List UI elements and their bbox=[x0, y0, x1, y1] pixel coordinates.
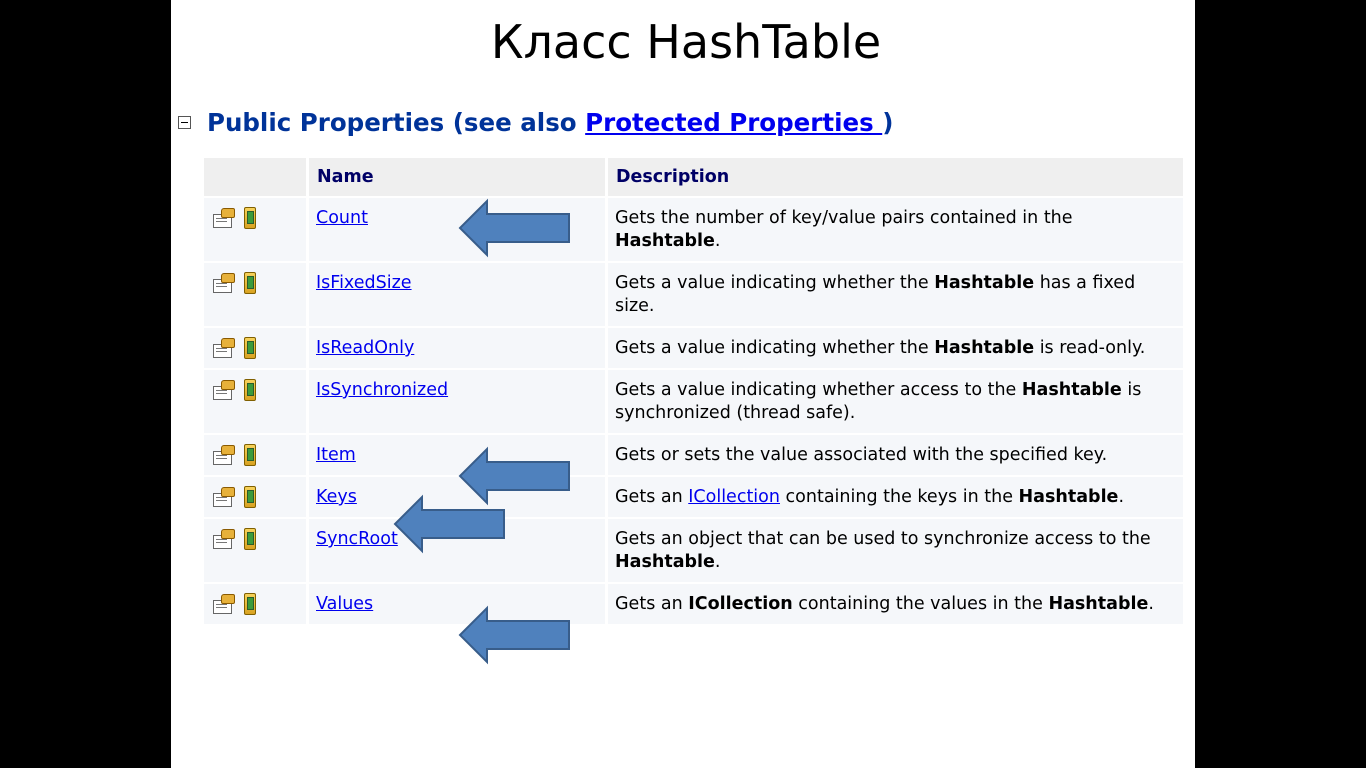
property-link-values[interactable]: Values bbox=[316, 594, 374, 614]
description-bold: Hashtable bbox=[1048, 594, 1149, 614]
public-property-icon bbox=[211, 529, 235, 549]
description-bold: Hashtable bbox=[1021, 380, 1122, 400]
description-text: Gets an bbox=[615, 594, 689, 614]
row-description bbox=[608, 198, 1183, 261]
public-property-icon bbox=[211, 594, 235, 614]
description-bold: Hashtable bbox=[934, 338, 1035, 358]
public-property-icon bbox=[211, 487, 235, 507]
property-link-keys[interactable]: Keys bbox=[316, 487, 357, 507]
protected-properties-link[interactable]: Protected Properties bbox=[585, 107, 883, 137]
property-link-count[interactable]: Count bbox=[316, 208, 368, 228]
static-member-icon bbox=[243, 272, 256, 294]
row-icons bbox=[204, 519, 306, 582]
description-text: Gets or sets the value associated with the specified key. bbox=[615, 445, 1108, 465]
table-row bbox=[204, 435, 1183, 475]
section-heading-suffix: ) bbox=[882, 107, 894, 137]
row-description bbox=[608, 328, 1183, 368]
public-property-icon bbox=[211, 380, 235, 400]
public-property-icon bbox=[211, 208, 235, 228]
static-member-icon bbox=[243, 379, 256, 401]
public-property-icon bbox=[211, 273, 235, 293]
table-row bbox=[204, 370, 1183, 433]
static-member-icon bbox=[243, 207, 256, 229]
description-text: Gets an object that can be used to synchronize access to the bbox=[615, 529, 1157, 549]
row-icons bbox=[204, 435, 306, 475]
header-icons bbox=[204, 158, 306, 196]
row-description bbox=[608, 370, 1183, 433]
property-link-item[interactable]: Item bbox=[316, 445, 356, 465]
row-description bbox=[608, 435, 1183, 475]
static-member-icon bbox=[243, 593, 256, 615]
table-row bbox=[204, 477, 1183, 517]
description-text: containing the keys in the bbox=[779, 487, 1019, 507]
description-text: Gets a value indicating whether access to the bbox=[615, 380, 1022, 400]
description-text: . bbox=[714, 552, 721, 572]
row-icons bbox=[204, 328, 306, 368]
table-row bbox=[204, 584, 1183, 624]
description-bold: Hashtable bbox=[1018, 487, 1119, 507]
static-member-icon bbox=[243, 486, 256, 508]
header-description: Description bbox=[608, 158, 1183, 196]
row-icons bbox=[204, 477, 306, 517]
property-link-issynchronized[interactable]: IsSynchronized bbox=[316, 380, 449, 400]
arrow-left-icon bbox=[392, 494, 508, 554]
row-icons bbox=[204, 198, 306, 261]
row-description bbox=[608, 584, 1183, 624]
section-heading-prefix: Public Properties (see also bbox=[207, 107, 586, 137]
row-description bbox=[608, 477, 1183, 517]
icollection-link[interactable]: ICollection bbox=[688, 487, 780, 507]
public-property-icon bbox=[211, 338, 235, 358]
static-member-icon bbox=[243, 444, 256, 466]
arrow-left-icon bbox=[457, 605, 573, 665]
description-bold: Hashtable bbox=[615, 552, 715, 572]
row-icons bbox=[204, 584, 306, 624]
collapse-minus-icon[interactable] bbox=[178, 116, 191, 129]
static-member-icon bbox=[243, 337, 256, 359]
arrow-left-icon bbox=[457, 198, 573, 258]
properties-table bbox=[201, 156, 1186, 626]
description-text: is synchronized (thread safe). bbox=[615, 380, 1147, 423]
slide-title: Класс HashTable bbox=[490, 15, 882, 69]
description-text: Gets the number of key/value pairs contained in the bbox=[615, 208, 1079, 228]
row-icons bbox=[204, 370, 306, 433]
section-header bbox=[178, 106, 893, 138]
row-name-cell bbox=[309, 328, 605, 368]
description-text: . bbox=[1118, 487, 1125, 507]
description-bold: ICollection bbox=[688, 594, 793, 614]
property-link-syncroot[interactable]: SyncRoot bbox=[316, 529, 398, 549]
table-row bbox=[204, 519, 1183, 582]
row-description bbox=[608, 263, 1183, 326]
description-text: has a fixed size. bbox=[615, 273, 1141, 316]
header-name: Name bbox=[309, 158, 605, 196]
description-text: Gets a value indicating whether the bbox=[615, 273, 935, 293]
slide bbox=[171, 0, 1195, 768]
description-text: is read-only. bbox=[1034, 338, 1146, 358]
description-text: Gets a value indicating whether the bbox=[615, 338, 935, 358]
row-description bbox=[608, 519, 1183, 582]
table-header-row bbox=[204, 158, 1183, 196]
row-name-cell bbox=[309, 370, 605, 433]
description-bold: Hashtable bbox=[934, 273, 1035, 293]
property-link-isfixedsize[interactable]: IsFixedSize bbox=[316, 273, 412, 293]
static-member-icon bbox=[243, 528, 256, 550]
table-row bbox=[204, 328, 1183, 368]
description-text: . bbox=[714, 231, 721, 251]
description-text: containing the values in the bbox=[792, 594, 1049, 614]
row-icons bbox=[204, 263, 306, 326]
description-text: . bbox=[1148, 594, 1154, 614]
row-name-cell bbox=[309, 263, 605, 326]
property-link-isreadonly[interactable]: IsReadOnly bbox=[316, 338, 415, 358]
description-bold: Hashtable bbox=[615, 231, 715, 251]
description-text: Gets an bbox=[615, 487, 689, 507]
table-row bbox=[204, 198, 1183, 261]
table-row bbox=[204, 263, 1183, 326]
public-property-icon bbox=[211, 445, 235, 465]
